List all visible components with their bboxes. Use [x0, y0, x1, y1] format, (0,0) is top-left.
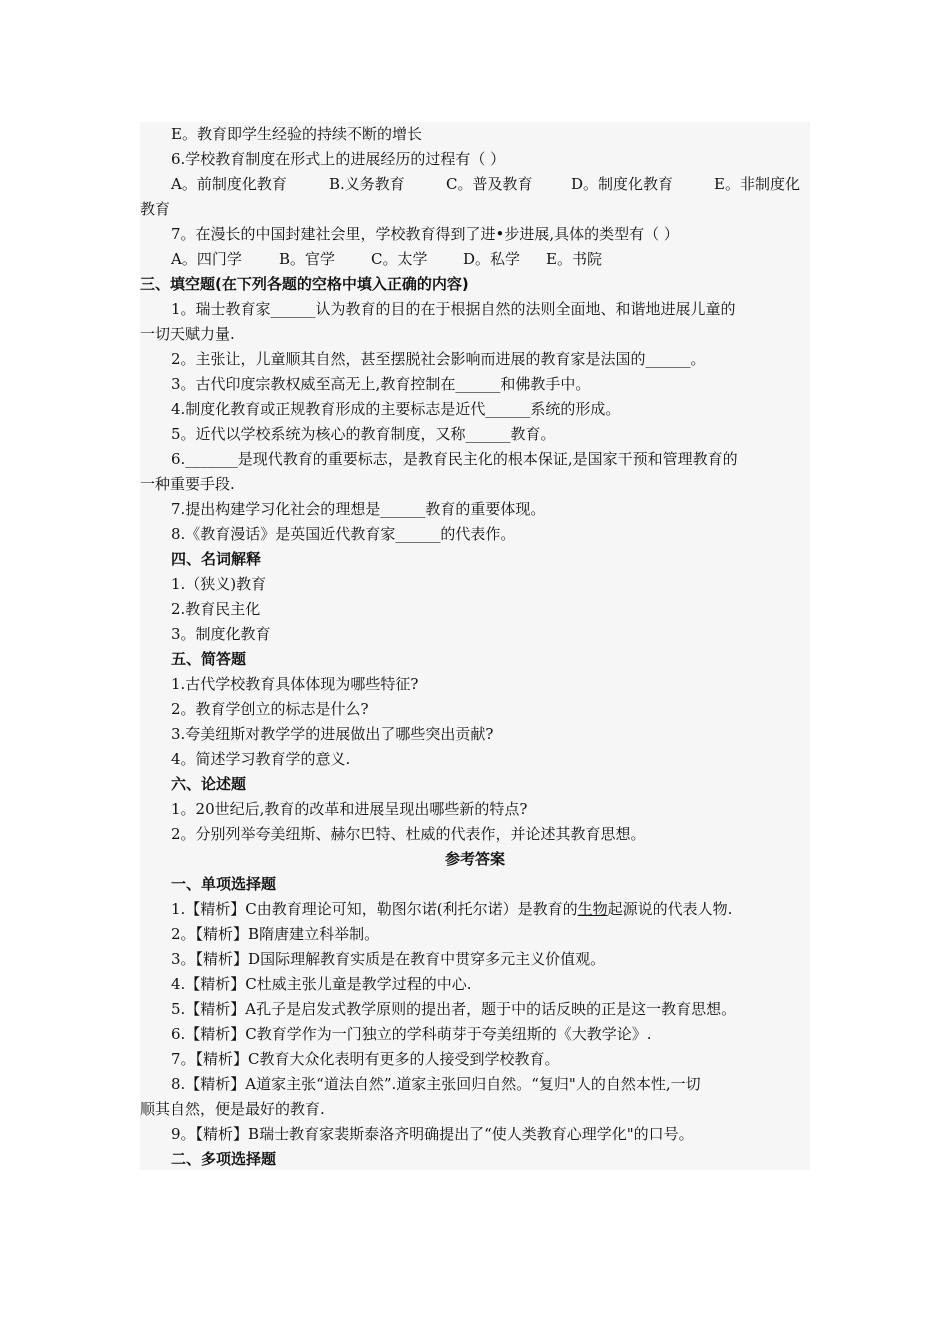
document-content — [140, 122, 810, 1172]
term-2: 2.教育民主化 — [171, 600, 261, 618]
answer-1 — [140, 897, 810, 922]
section-5-heading: 五、简答题 — [171, 650, 247, 668]
term-1: 1.（狭义)教育 — [171, 575, 267, 593]
answer-1-text: 1.【精析】C由教育理论可知，勒图尔诺(利托尔诺）是教育的 — [171, 900, 578, 918]
answer-2: 2。【精析】B隋唐建立科举制。 — [171, 925, 380, 943]
question-6: 6.学校教育制度在形式上的进展经历的过程有（ ） — [171, 150, 506, 168]
fill-3: 3。古代印度宗教权威至高无上,教育控制在______和佛教手中。 — [171, 375, 591, 393]
answer-3: 3。【精析】D国际理解教育实质是在教育中贯穿多元主义价值观。 — [171, 950, 606, 968]
q7-option-b: B。官学 — [279, 250, 336, 268]
q6-option-c: C。普及教育 — [446, 175, 533, 193]
fill-7: 7.提出构建学习化社会的理想是______教育的重要体现。 — [171, 500, 546, 518]
essay-1: 1。20世纪后,教育的改革和进展呈现出哪些新的特点? — [171, 800, 528, 818]
q7-option-a: A。四门学 — [171, 250, 242, 268]
answer-9: 9。【精析】B瑞士教育家裴斯泰洛齐明确提出了“使人类教育心理学化"的口号。 — [171, 1125, 694, 1143]
answer-8: 8.【精析】A道家主张“道法自然”.道家主张回归自然。“复归"人的自然本性,一切 — [171, 1075, 701, 1093]
fill-5: 5。近代以学校系统为核心的教育制度，又称______教育。 — [171, 425, 556, 443]
answer-8-cont: 顺其自然，便是最好的教育. — [140, 1100, 325, 1118]
q6-option-e: E。非制度化 — [714, 175, 800, 193]
short-answer-4: 4。简述学习教育学的意义. — [171, 750, 351, 768]
q7-option-c: C。太学 — [371, 250, 428, 268]
answer-1-underlined: 生物 — [577, 900, 608, 918]
q6-option-d: D。制度化教育 — [571, 175, 674, 193]
fill-6-cont: 一种重要手段. — [140, 475, 235, 493]
q7-option-d: D。私学 — [463, 250, 521, 268]
answer-1-text-end: 起源说的代表人物. — [607, 900, 733, 918]
question-6-options — [140, 172, 810, 197]
answer-4: 4.【精析】C杜威主张儿童是教学过程的中心. — [171, 975, 472, 993]
question-7-options — [140, 247, 810, 272]
answer-5: 5.【精析】A孔子是启发式教学原则的提出者，题于中的话反映的正是这一教育思想。 — [171, 1000, 737, 1018]
short-answer-2: 2。教育学创立的标志是什么? — [171, 700, 369, 718]
fill-8: 8.《教育漫话》是英国近代教育家______的代表作。 — [171, 525, 516, 543]
section-6-heading: 六、论述题 — [171, 775, 247, 793]
section-2-heading: 二、多项选择题 — [171, 1150, 277, 1168]
short-answer-3: 3.夸美纽斯对教学学的进展做出了哪些突出贡献? — [171, 725, 494, 743]
answer-6: 6.【精析】C教育学作为一门独立的学科萌芽于夸美纽斯的《大教学论》. — [171, 1025, 652, 1043]
q6-option-e-cont: 教育 — [140, 200, 171, 218]
q7-option-e: E。书院 — [546, 250, 602, 268]
q6-option-b: B.义务教育 — [329, 175, 405, 193]
question-7: 7。在漫长的中国封建社会里，学校教育得到了进•步进展,具体的类型有（ ） — [171, 225, 679, 243]
fill-4: 4.制度化教育或正规教育形成的主要标志是近代______系统的形成。 — [171, 400, 621, 418]
q5-option-e: E。教育即学生经验的持续不断的增长 — [171, 125, 422, 143]
short-answer-1: 1.古代学校教育具体体现为哪些特征? — [171, 675, 419, 693]
answer-key-title: 参考答案 — [444, 850, 505, 868]
fill-1: 1。瑞士教育家______认为教育的目的在于根据自然的法则全面地、和谐地进展儿童的 — [171, 300, 736, 318]
fill-1-cont: 一切天赋力量. — [140, 325, 235, 343]
q6-option-a: A。前制度化教育 — [171, 175, 287, 193]
answer-7: 7。【精析】C教育大众化表明有更多的人接受到学校教育。 — [171, 1050, 560, 1068]
fill-6: 6._______是现代教育的重要标志，是教育民主化的根本保证,是国家干预和管理教育的 — [171, 450, 738, 468]
section-4-heading: 四、名词解释 — [171, 550, 262, 568]
section-1-heading: 一、单项选择题 — [171, 875, 277, 893]
term-3: 3。制度化教育 — [171, 625, 271, 643]
fill-2: 2。主张让，儿童顺其自然，甚至摆脱社会影响而进展的教育家是法国的______。 — [171, 350, 706, 368]
essay-2: 2。分别列举夸美纽斯、赫尔巴特、杜威的代表作，并论述其教育思想。 — [171, 825, 646, 843]
section-3-heading: 三、填空题(在下列各题的空格中填入正确的内容) — [140, 275, 469, 293]
